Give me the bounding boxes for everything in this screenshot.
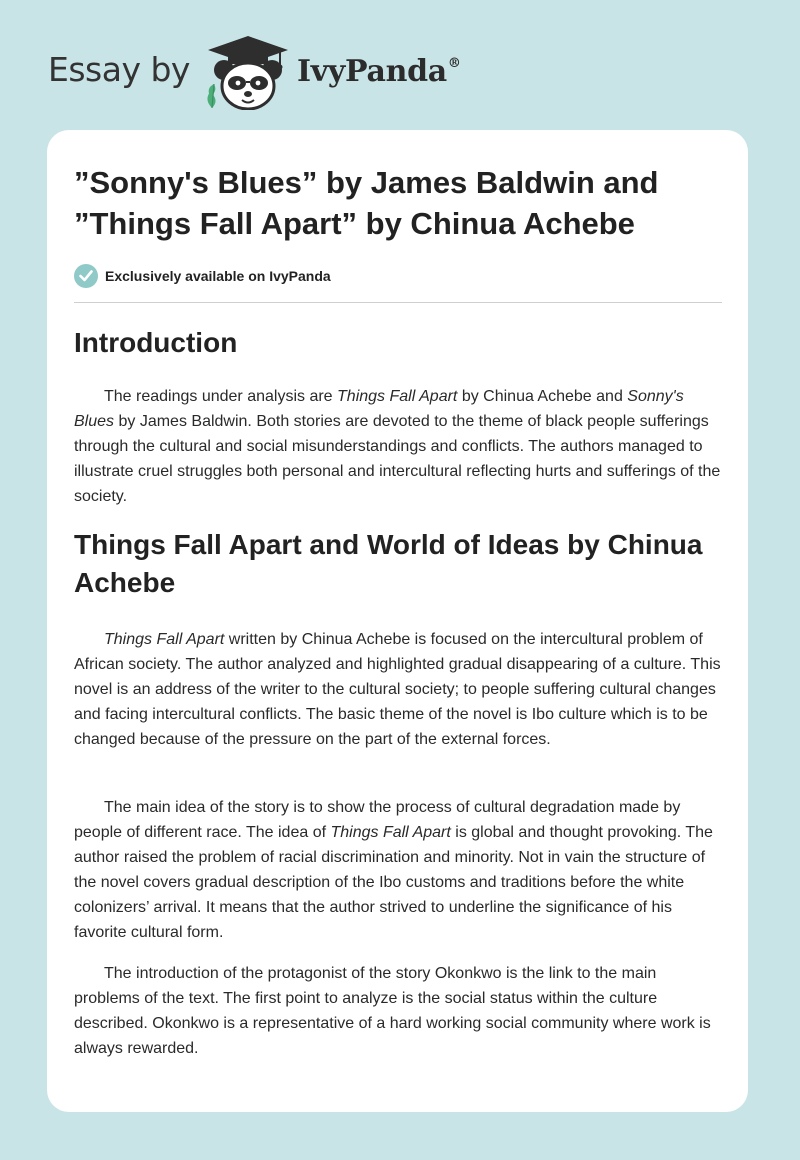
essay-by-label: Essay by [48,50,190,89]
divider [74,302,722,303]
section-heading-things-fall-apart: Things Fall Apart and World of Ideas by Chinua Achebe [74,529,703,598]
brand-name: IvyPanda® [297,54,461,89]
section-heading-introduction: Introduction [74,327,238,358]
paragraph-body-2: The main idea of the story is to show the process of cultural degradation made by people of different race. The idea of Things Fall Apart is global and thought provoking. The author raised the problem of racial discrimination and minority. Not in vain the structure of the novel covers gradual description of the Ibo customs and traditions before the white colonizers’ arrival. It means that the author strived to underline the significance of his favorite cultural form. [74,799,713,941]
paragraph-body-3: The introduction of the protagonist of the story Okonkwo is the link to the main problems of the text. The first point to analyze is the social status within the culture described. Okonkwo is a representative of a hard working social community where work is always rewarded. [74,965,711,1057]
panda-graduate-icon [200,34,296,110]
exclusive-badge [74,263,331,289]
essay-title: ”Sonny's Blues” by James Baldwin and ”Things Fall Apart” by Chinua Achebe [74,165,659,241]
check-circle-icon [74,264,98,288]
site-header [0,0,800,130]
essay-card [47,130,748,1112]
paragraph-body-1: Things Fall Apart written by Chinua Achebe is focused on the intercultural problem of African society. The author analyzed and highlighted gradual disappearing of a culture. This novel is an address of the writer to the cultural society; to people suffering cultural changes and facing intercultural conflicts. The basic theme of the novel is Ibo culture which is to be changed because of the pressure on the part of the external forces. [74,631,721,748]
exclusive-label: Exclusively available on IvyPanda [105,268,331,284]
paragraph-introduction: The readings under analysis are Things Fall Apart by Chinua Achebe and Sonny's Blues by James Baldwin. Both stories are devoted to the theme of black people sufferings through the cultural and social misunderstandings and conflicts. The authors managed to illustrate cruel struggles both personal and intercultural reflecting hurts and sufferings of the society. [74,388,721,505]
